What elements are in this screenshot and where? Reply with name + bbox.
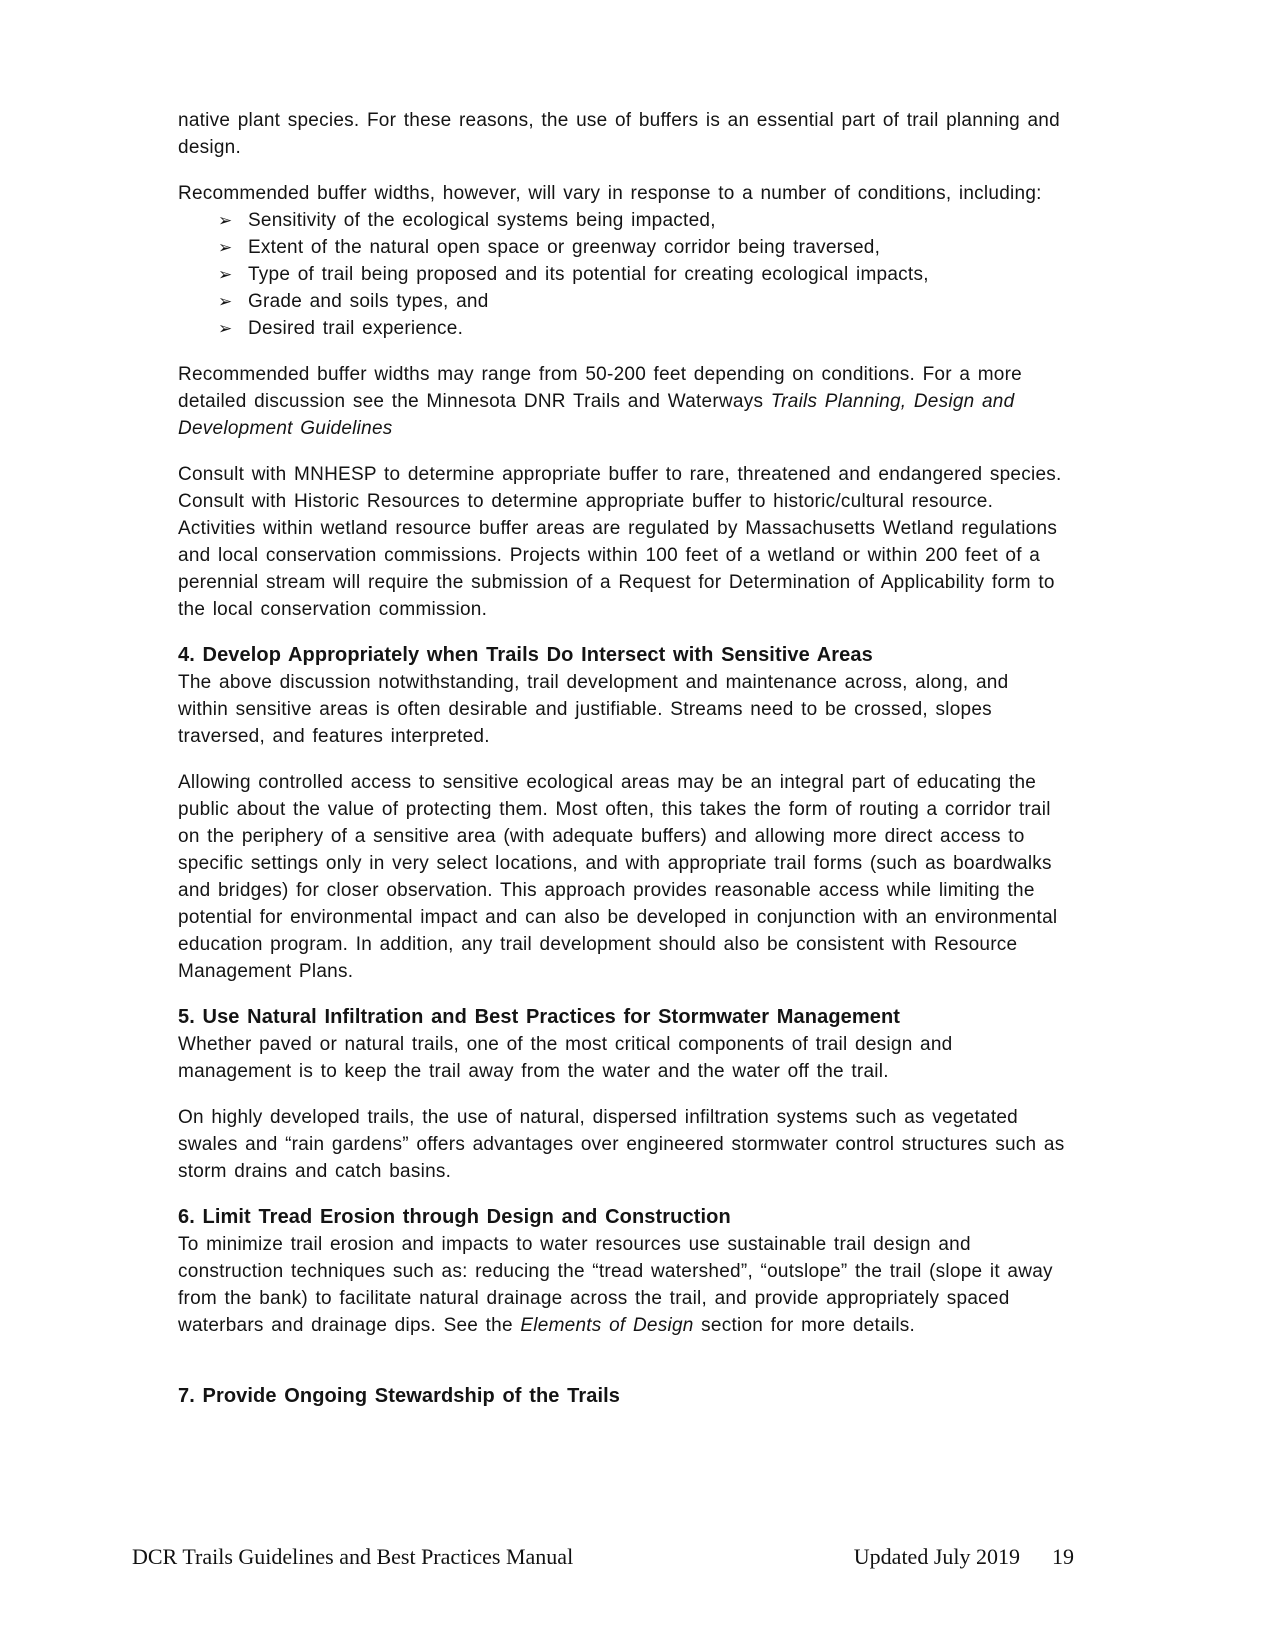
paragraph-buffer-range-text: Recommended buffer widths may range from 50-200 feet depending on conditions. For a more detailed discussion see the Minnesota DNR Trails and Waterways [178, 364, 1022, 412]
section-5-heading: 5. Use Natural Infiltration and Best Practices for Stormwater Management [178, 1006, 901, 1028]
paragraph-consult-mnhesp: Consult with MNHESP to determine appropriate buffer to rare, threatened and endangered species. Consult with Historic Resources to determine appropriate buffer to historic/cultural resource. Activities within wetland resource buffer areas are regulated by Massachusetts Wetland regulations and local conservation commissions. Projects within 100 feet of a wetland or within 200 feet of a perennial stream will require the submission of a Request for Determination of Applicability form to the local conservation commission. [178, 464, 1062, 620]
section-7-heading: 7. Provide Ongoing Stewardship of the Trails [178, 1385, 621, 1407]
arrow-bullet-icon: ➢ [218, 265, 233, 284]
list-item-text: Grade and soils types, and [248, 291, 489, 312]
arrow-bullet-icon: ➢ [218, 292, 233, 311]
list-item [218, 234, 1066, 261]
section-6-paragraph-1 [178, 1231, 1066, 1339]
list-item [218, 288, 1066, 315]
footer-page-number: 19 [1052, 1544, 1074, 1569]
paragraph-buffers-intro: native plant species. For these reasons, the use of buffers is an essential part of trail planning and design. [178, 110, 1060, 158]
page-footer [132, 1544, 1074, 1570]
section-4-heading: 4. Develop Appropriately when Trails Do Intersect with Sensitive Areas [178, 644, 873, 666]
list-item [218, 315, 1066, 342]
page-content [178, 107, 1066, 1410]
list-item-text: Type of trail being proposed and its potential for creating ecological impacts, [248, 264, 929, 285]
arrow-bullet-icon: ➢ [218, 211, 233, 230]
section-4-paragraph-1: The above discussion notwithstanding, trail development and maintenance across, along, and within sensitive areas is often desirable and justifiable. Streams need to be crossed, slopes traversed, and features interpreted. [178, 672, 1009, 747]
section-5-paragraph-2: On highly developed trails, the use of natural, dispersed infiltration systems such as vegetated swales and “rain gardens” offers advantages over engineered stormwater control structures such as storm drains and catch basins. [178, 1107, 1065, 1182]
list-item-text: Desired trail experience. [248, 318, 464, 339]
section-6-paragraph-text-end: section for more details. [693, 1315, 916, 1336]
section-6-heading: 6. Limit Tread Erosion through Design and Construction [178, 1206, 731, 1228]
footer-updated-date: Updated July 2019 [853, 1544, 1020, 1569]
arrow-bullet-icon: ➢ [218, 319, 233, 338]
arrow-bullet-icon: ➢ [218, 238, 233, 257]
footer-manual-title: DCR Trails Guidelines and Best Practices Manual [132, 1544, 574, 1569]
list-item-text: Sensitivity of the ecological systems being impacted, [248, 210, 716, 231]
list-item [218, 207, 1066, 234]
buffer-conditions-list [178, 207, 1066, 342]
section-4-paragraph-2: Allowing controlled access to sensitive ecological areas may be an integral part of educating the public about the value of protecting them. Most often, this takes the form of routing a corridor trail on the periphery of a sensitive area (with adequate buffers) and allowing more direct access to specific settings only in very select locations, and with appropriate trail forms (such as boardwalks and bridges) for closer observation. This approach provides reasonable access while limiting the potential for environmental impact and can also be developed in conjunction with an environmental education program. In addition, any trail development should also be consistent with Resource Management Plans. [178, 772, 1058, 982]
list-item [218, 261, 1066, 288]
list-item-text: Extent of the natural open space or greenway corridor being traversed, [248, 237, 881, 258]
elements-of-design-reference: Elements of Design [520, 1315, 694, 1336]
section-6-paragraph-text: To minimize trail erosion and impacts to water resources use sustainable trail design and construction techniques such as: reducing the “tread watershed”, “outslope” the trail (slope it away from the bank) to facilitate natural drainage across the trail, and provide appropriately spaced waterbars and drainage dips. See the [178, 1234, 1053, 1336]
reference-title-italic: Trails Planning, Design and Development Guidelines [178, 391, 1015, 439]
paragraph-buffer-range [178, 361, 1066, 442]
section-5-paragraph-1: Whether paved or natural trails, one of the most critical components of trail design and management is to keep the trail away from the water and the water off the trail. [178, 1034, 953, 1082]
footer-right-group [854, 1544, 1074, 1570]
paragraph-buffer-widths-vary: Recommended buffer widths, however, will vary in response to a number of conditions, including: [178, 183, 1042, 204]
